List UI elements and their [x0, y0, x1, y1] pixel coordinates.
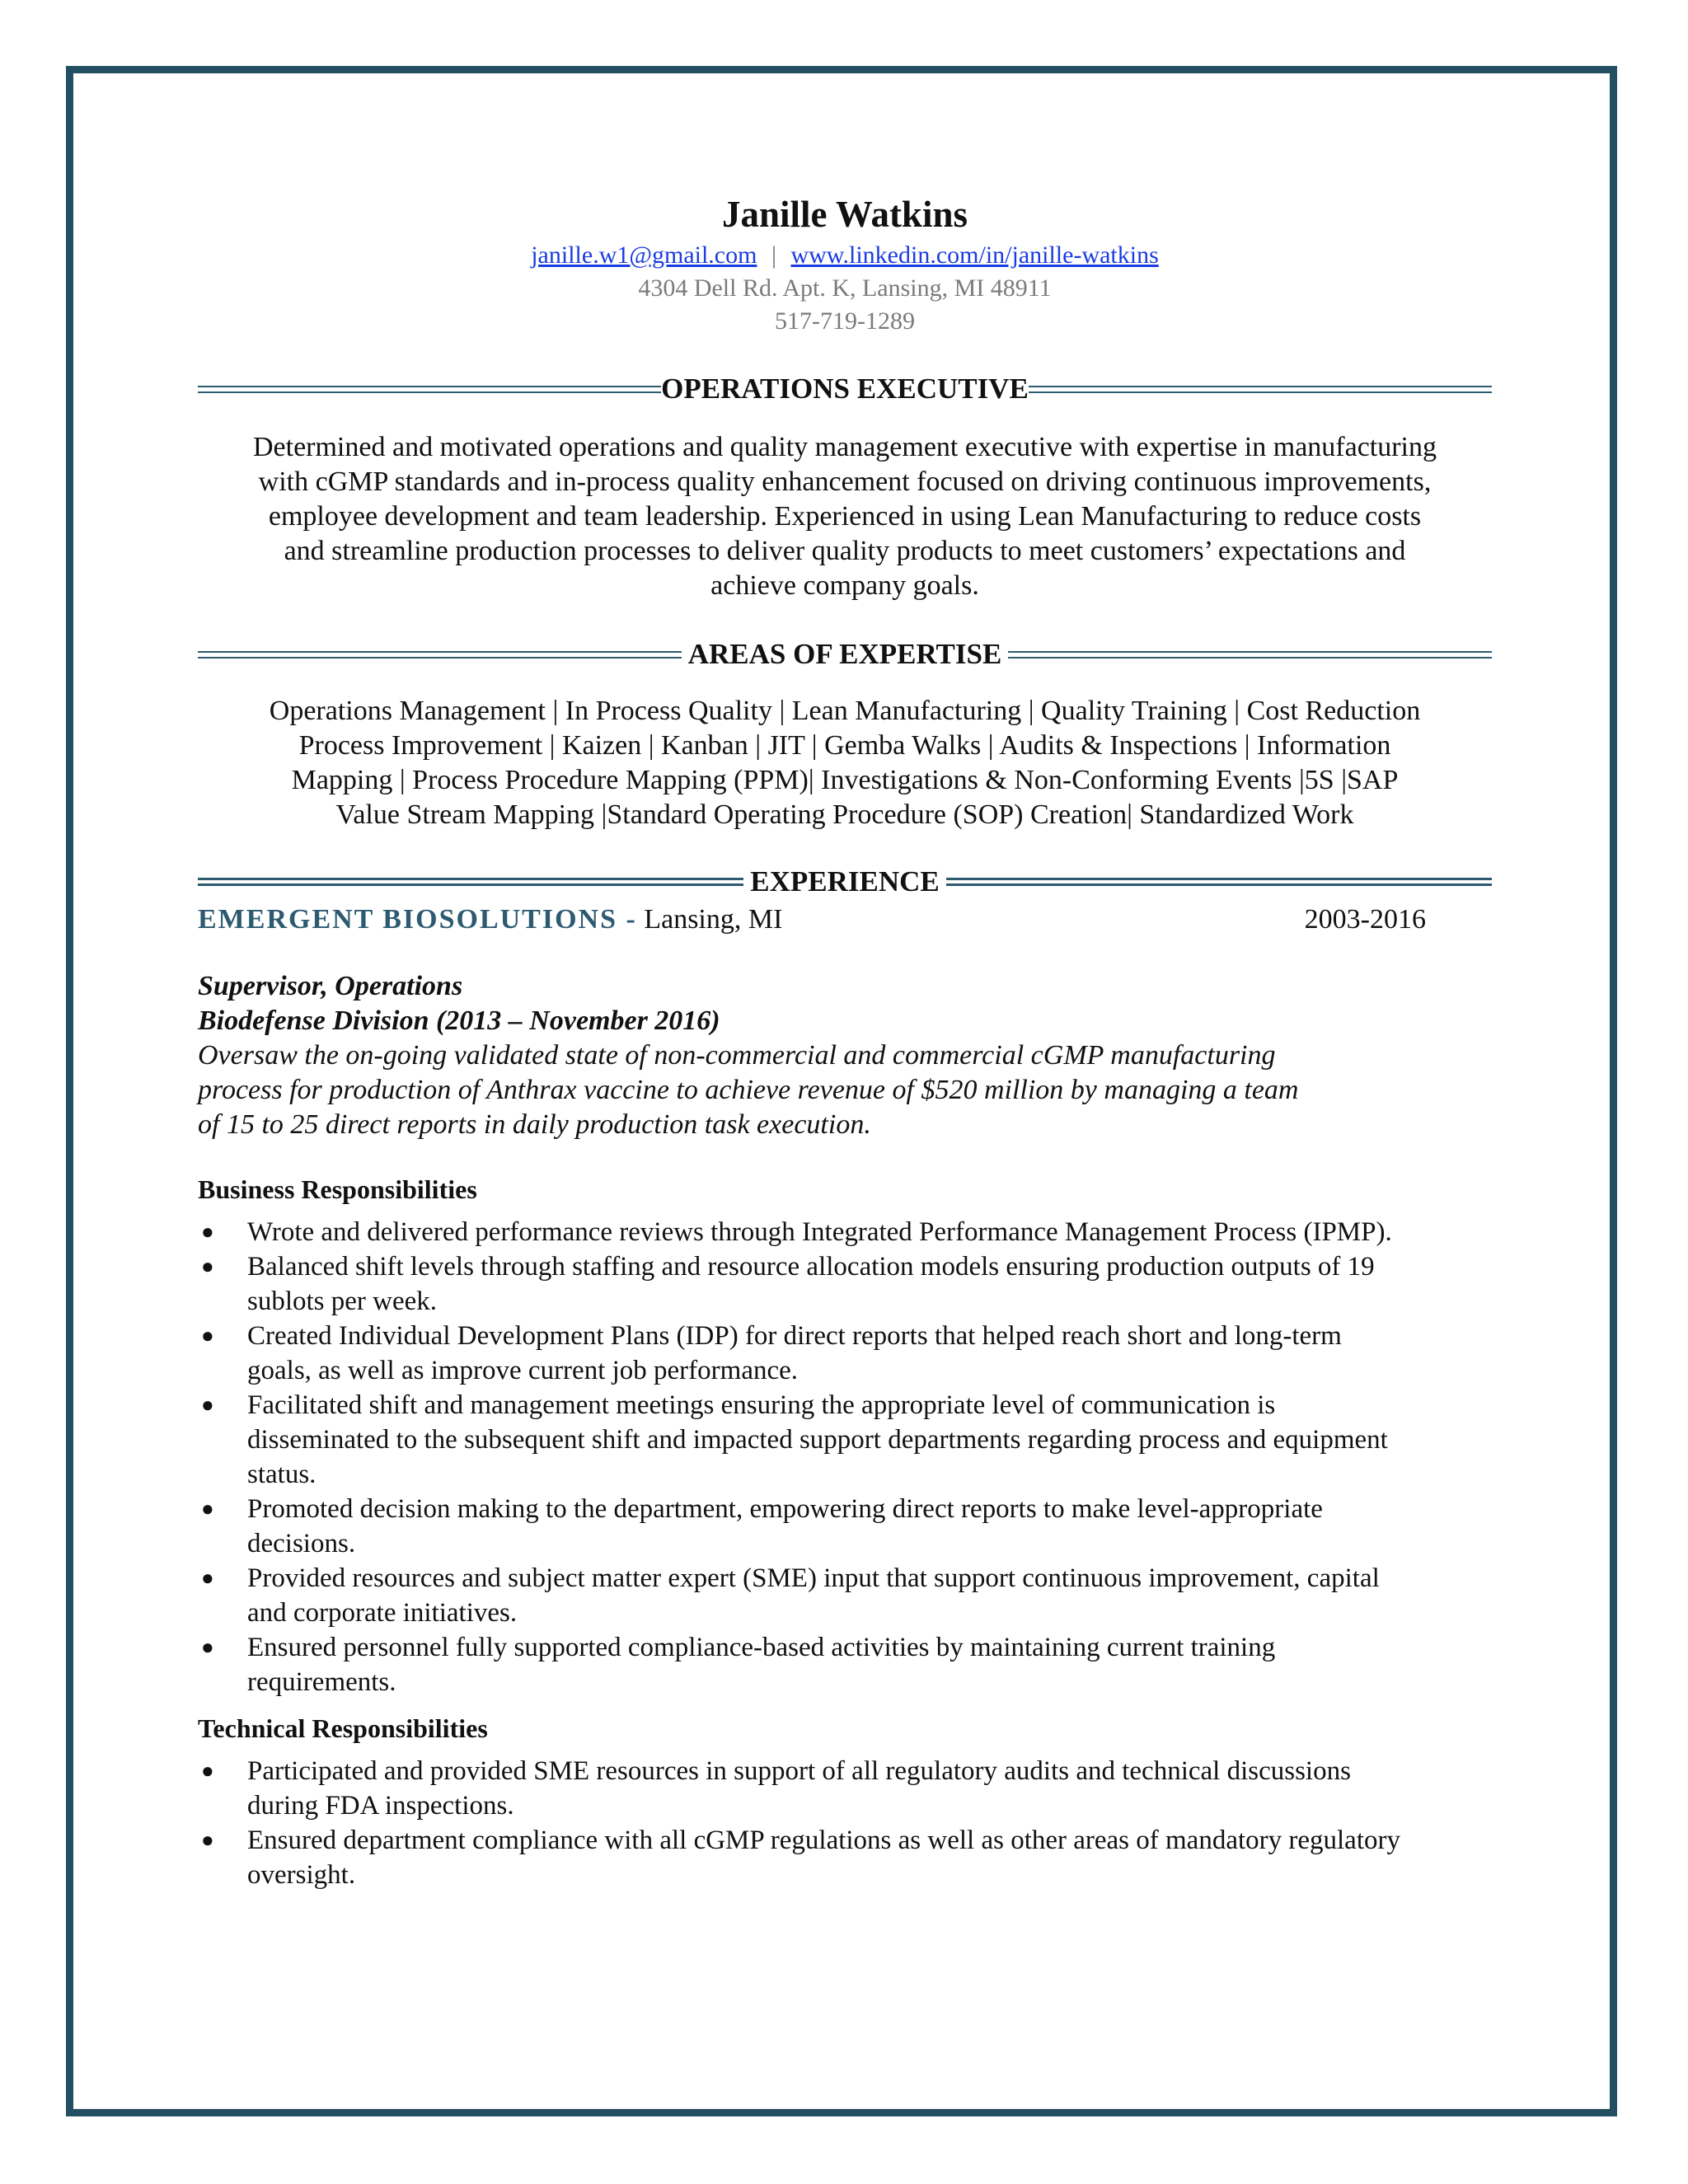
role-description-line: Oversaw the on-going validated state of non-commercial and commercial cGMP manufacturing [198, 1040, 1276, 1071]
expertise-line: Operations Management | In Process Quality | Lean Manufacturing | Quality Training | Cost Reduction [269, 696, 1421, 726]
list-item [198, 1754, 1401, 1823]
summary-line: employee development and team leadership. Experienced in using Lean Manufacturing to reduce costs [268, 501, 1422, 532]
role-description-line: of 15 to 25 direct reports in daily production task execution. [198, 1109, 871, 1140]
divider-rule [1008, 651, 1492, 658]
bullet-icon: ● [201, 1759, 214, 1783]
experience-heading [198, 864, 1492, 900]
list-item-text: Ensured department compliance with all cGMP regulations as well as other areas of mandatory regulatory oversight. [247, 1825, 1400, 1890]
list-item-text: Wrote and delivered performance reviews through Integrated Performance Management Process (IPMP). [247, 1217, 1392, 1247]
list-item [198, 1630, 1401, 1699]
bullet-icon: ● [201, 1635, 214, 1659]
employment-dates: 2003-2016 [1304, 904, 1426, 935]
list-item [198, 1249, 1401, 1319]
bullet-icon: ● [201, 1220, 214, 1244]
list-item-text: Balanced shift levels through staffing and resource allocation models ensuring production outputs of 19 sublots per week. [247, 1252, 1375, 1316]
bullet-icon: ● [201, 1393, 214, 1417]
divider-rule [198, 651, 682, 658]
summary-text [198, 430, 1492, 603]
bullet-icon: ● [201, 1324, 214, 1347]
summary-line: and streamline production processes to deliver quality products to meet customers’ expectations and [284, 536, 1406, 566]
candidate-name: Janille Watkins [721, 194, 968, 235]
list-item [198, 1319, 1401, 1388]
experience-title: EXPERIENCE [750, 865, 940, 898]
role-description-line: process for production of Anthrax vaccine to achieve revenue of $520 million by managing a team [198, 1075, 1299, 1105]
divider-rule [946, 878, 1492, 886]
email-link[interactable]: janille.w1@gmail.com [531, 241, 757, 269]
list-item-text: Participated and provided SME resources in support of all regulatory audits and technical discussions during FDA inspections. [247, 1756, 1351, 1821]
expertise-line: Process Improvement | Kaizen | Kanban | JIT | Gemba Walks | Audits & Inspections | Information [298, 730, 1391, 761]
summary-heading [198, 371, 1492, 407]
role-description [198, 1038, 1492, 1142]
company-info [198, 902, 782, 938]
address: 4304 Dell Rd. Apt. K, Lansing, MI 48911 [638, 274, 1052, 302]
bullet-icon: ● [201, 1828, 214, 1852]
technical-responsibilities-title: Technical Responsibilities [198, 1713, 488, 1743]
contact-separator: | [771, 241, 776, 269]
list-item [198, 1492, 1401, 1561]
expertise-line: Mapping | Process Procedure Mapping (PPM)| Investigations & Non-Conforming Events |5S |SAP [291, 765, 1399, 795]
resume-content [198, 190, 1492, 1892]
company-name: EMERGENT BIOSOLUTIONS - [198, 904, 637, 935]
list-item [198, 1823, 1401, 1892]
phone: 517-719-1289 [775, 307, 915, 335]
bullet-icon: ● [201, 1566, 214, 1590]
company-location: Lansing, MI [636, 904, 783, 935]
role-division: Biodefense Division (2013 – November 2016) [198, 1005, 720, 1036]
list-item [198, 1388, 1401, 1492]
bullet-icon: ● [201, 1497, 214, 1521]
technical-responsibilities-list [198, 1754, 1492, 1892]
summary-line: with cGMP standards and in-process quality enhancement focused on driving continuous improvements, [258, 466, 1432, 497]
summary-title: OPERATIONS EXECUTIVE [661, 373, 1029, 405]
list-item-text: Promoted decision making to the department, empowering direct reports to make level-appropriate decisions. [247, 1494, 1323, 1558]
divider-rule [198, 878, 743, 886]
role-title: Supervisor, Operations [198, 971, 463, 1001]
list-item-text: Created Individual Development Plans (IDP) for direct reports that helped reach short and long-term goals, as well as improve current job performance. [247, 1321, 1342, 1385]
expertise-title: AREAS OF EXPERTISE [687, 638, 1002, 670]
list-item-text: Ensured personnel fully supported compliance-based activities by maintaining current training requirements. [247, 1633, 1276, 1697]
expertise-heading [198, 636, 1492, 673]
list-item-text: Provided resources and subject matter expert (SME) input that support continuous improvement, capital and corporate initiatives. [247, 1563, 1380, 1628]
list-item [198, 1215, 1401, 1249]
summary-line: Determined and motivated operations and quality management executive with expertise in manufacturing [252, 432, 1437, 462]
divider-rule [198, 386, 661, 393]
contact-links [198, 239, 1492, 272]
company-row [198, 902, 1492, 938]
linkedin-link[interactable]: www.linkedin.com/in/janille-watkins [790, 241, 1159, 269]
business-responsibilities-title: Business Responsibilities [198, 1174, 477, 1204]
summary-line: achieve company goals. [710, 570, 979, 601]
expertise-list [198, 694, 1492, 832]
list-item [198, 1561, 1401, 1630]
bullet-icon: ● [201, 1254, 214, 1278]
business-responsibilities-list [198, 1215, 1492, 1699]
list-item-text: Facilitated shift and management meetings ensuring the appropriate level of communication is disseminated to the subsequent shift and impacted support departments regarding process and equipment status. [247, 1390, 1388, 1489]
divider-rule [1029, 386, 1492, 393]
expertise-line: Value Stream Mapping |Standard Operating Procedure (SOP) Creation| Standardized Work [335, 799, 1354, 830]
